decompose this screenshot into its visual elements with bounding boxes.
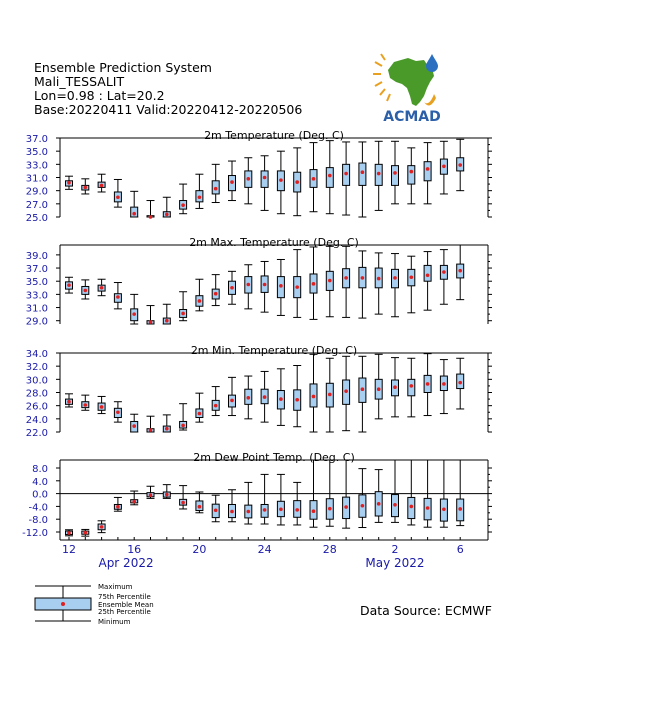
mean-marker <box>377 502 381 506</box>
mean-marker <box>312 282 316 286</box>
mean-marker <box>426 506 430 510</box>
panel-title: 2m Min. Temperature (Deg. C) <box>190 344 358 357</box>
mean-marker <box>393 503 397 507</box>
mean-marker <box>312 177 316 181</box>
mean-marker <box>442 165 446 169</box>
mean-marker <box>67 400 71 404</box>
mean-marker <box>100 405 104 409</box>
y-tick-label: 34.0 <box>25 349 48 360</box>
header-title: Ensemble Prediction System <box>34 60 212 75</box>
y-tick-label: 39.0 <box>25 250 48 262</box>
mean-marker <box>214 187 218 191</box>
mean-marker <box>214 404 218 408</box>
mean-marker <box>361 387 365 391</box>
mean-marker <box>344 389 348 393</box>
y-tick-label: 33.0 <box>25 290 48 302</box>
x-tick-label: 28 <box>322 543 337 556</box>
mean-marker <box>263 395 267 399</box>
mean-marker <box>361 276 365 280</box>
iqr-box <box>424 162 431 181</box>
mean-marker <box>247 510 251 514</box>
mean-marker <box>149 215 153 219</box>
mean-marker <box>410 275 414 279</box>
y-tick-label: -4.0 <box>28 502 48 514</box>
mean-marker <box>100 286 104 290</box>
mean-marker <box>328 393 332 397</box>
x-tick-label: 6 <box>456 543 464 556</box>
y-tick-label: 0.0 <box>32 489 48 501</box>
legend-label-mean: Ensemble Mean <box>98 601 154 609</box>
mean-marker <box>295 285 299 289</box>
y-tick-label: 25.0 <box>25 213 48 224</box>
legend-label-min: Minimum <box>98 618 131 626</box>
y-tick-label: 37.0 <box>25 264 48 276</box>
mean-marker <box>393 276 397 280</box>
mean-marker <box>410 505 414 509</box>
logo-text: ACMAD <box>383 109 441 125</box>
iqr-box <box>326 168 333 188</box>
mean-marker <box>116 195 120 199</box>
mean-marker <box>84 531 88 535</box>
mean-marker <box>263 508 267 512</box>
mean-marker <box>312 395 316 399</box>
header-station: Mali_TESSALIT <box>34 74 125 89</box>
legend-mean-marker <box>61 602 65 606</box>
mean-marker <box>263 176 267 180</box>
mean-marker <box>181 424 185 428</box>
mean-marker <box>181 312 185 316</box>
mean-marker <box>230 510 234 514</box>
y-tick-label: 26.0 <box>25 401 48 413</box>
panel-title: 2m Dew Point Temp. (Deg. C) <box>193 451 355 464</box>
mean-marker <box>442 270 446 274</box>
y-tick-label: 28.0 <box>25 388 48 400</box>
panel-2 <box>26 236 492 328</box>
mean-marker <box>247 396 251 400</box>
mean-marker <box>165 319 169 323</box>
y-tick-label: 31.0 <box>25 303 48 315</box>
y-tick-label: -8.0 <box>28 515 48 527</box>
mean-marker <box>442 507 446 511</box>
mean-marker <box>230 180 234 184</box>
y-tick-label: 24.0 <box>25 414 48 426</box>
mean-marker <box>165 213 169 217</box>
mean-marker <box>328 507 332 511</box>
mean-marker <box>344 505 348 509</box>
mean-marker <box>361 170 365 174</box>
y-tick-label: -12.0 <box>22 528 48 539</box>
mean-marker <box>132 424 136 428</box>
y-tick-label: 35.0 <box>25 147 48 159</box>
panel-3 <box>26 344 492 439</box>
y-tick-label: 37.0 <box>25 134 48 145</box>
mean-marker <box>279 178 283 182</box>
mean-marker <box>132 312 136 316</box>
mean-marker <box>295 398 299 402</box>
mean-marker <box>295 180 299 184</box>
mean-marker <box>410 384 414 388</box>
mean-marker <box>198 505 202 509</box>
mean-marker <box>198 412 202 416</box>
y-tick-label: 32.0 <box>25 362 48 374</box>
mean-marker <box>263 283 267 287</box>
mean-marker <box>328 174 332 178</box>
panel-title: 2m Max. Temperature (Deg. C) <box>189 236 359 249</box>
mean-marker <box>344 172 348 176</box>
y-tick-label: 30.0 <box>25 375 48 387</box>
panel-title: 2m Temperature (Deg. C) <box>204 129 344 142</box>
y-tick-label: 31.0 <box>25 173 48 185</box>
mean-marker <box>279 397 283 401</box>
mean-marker <box>458 163 462 167</box>
mean-marker <box>247 283 251 287</box>
mean-marker <box>279 284 283 288</box>
legend <box>35 583 154 626</box>
mean-marker <box>165 427 169 431</box>
mean-marker <box>361 504 365 508</box>
month-label: May 2022 <box>365 556 425 570</box>
y-tick-label: 35.0 <box>25 277 48 289</box>
mean-marker <box>230 286 234 290</box>
header-base-valid: Base:20220411 Valid:20220412-20220506 <box>34 102 303 117</box>
mean-marker <box>214 292 218 296</box>
mean-marker <box>230 399 234 403</box>
mean-marker <box>116 295 120 299</box>
mean-marker <box>100 525 104 529</box>
mean-marker <box>426 273 430 277</box>
x-tick-label: 2 <box>391 543 399 556</box>
legend-label-max: Maximum <box>98 583 133 591</box>
y-tick-label: 29.0 <box>25 186 48 198</box>
mean-marker <box>214 508 218 512</box>
mean-marker <box>393 171 397 175</box>
y-tick-label: 8.0 <box>32 464 48 475</box>
mean-marker <box>377 277 381 281</box>
mean-marker <box>458 269 462 273</box>
mean-marker <box>410 170 414 174</box>
iqr-box <box>408 166 415 184</box>
mean-marker <box>84 289 88 293</box>
mean-marker <box>198 195 202 199</box>
mean-marker <box>149 428 153 432</box>
mean-marker <box>116 505 120 509</box>
x-tick-label: 12 <box>62 543 76 556</box>
mean-marker <box>67 283 71 287</box>
mean-marker <box>67 531 71 535</box>
month-label: Apr 2022 <box>98 556 154 570</box>
y-tick-label: 22.0 <box>25 428 48 439</box>
mean-marker <box>393 385 397 389</box>
mean-marker <box>181 501 185 505</box>
mean-marker <box>84 403 88 407</box>
mean-marker <box>442 382 446 386</box>
header-coordinates: Lon=0.98 : Lat=20.2 <box>34 88 165 103</box>
y-tick-label: 4.0 <box>32 476 48 488</box>
mean-marker <box>312 509 316 513</box>
mean-marker <box>165 493 169 497</box>
iqr-box <box>424 265 431 281</box>
mean-marker <box>198 299 202 303</box>
mean-marker <box>344 276 348 280</box>
panel-4 <box>22 451 492 540</box>
iqr-box <box>392 166 399 186</box>
mean-marker <box>67 181 71 185</box>
y-tick-label: 29.0 <box>25 316 48 328</box>
y-tick-label: 33.0 <box>25 160 48 172</box>
x-tick-label: 20 <box>192 543 207 556</box>
legend-label-p75: 75th Percentile <box>98 593 151 601</box>
mean-marker <box>116 410 120 414</box>
mean-marker <box>295 508 299 512</box>
mean-marker <box>458 381 462 385</box>
data-source: Data Source: ECMWF <box>360 603 492 618</box>
panel-1 <box>26 129 492 224</box>
x-tick-label: 24 <box>257 543 272 556</box>
mean-marker <box>458 507 462 511</box>
mean-marker <box>247 177 251 181</box>
mean-marker <box>279 507 283 511</box>
legend-label-p25: 25th Percentile <box>98 608 151 616</box>
mean-marker <box>132 212 136 216</box>
mean-marker <box>181 203 185 207</box>
mean-marker <box>377 387 381 391</box>
mean-marker <box>149 320 153 324</box>
mean-marker <box>84 186 88 190</box>
mean-marker <box>426 167 430 171</box>
mean-marker <box>426 382 430 386</box>
y-tick-label: 27.0 <box>25 199 48 211</box>
mean-marker <box>100 184 104 188</box>
mean-marker <box>377 172 381 176</box>
mean-marker <box>149 493 153 497</box>
iqr-box <box>359 163 366 185</box>
mean-marker <box>328 279 332 283</box>
mean-marker <box>132 500 136 504</box>
x-tick-label: 16 <box>127 543 142 556</box>
